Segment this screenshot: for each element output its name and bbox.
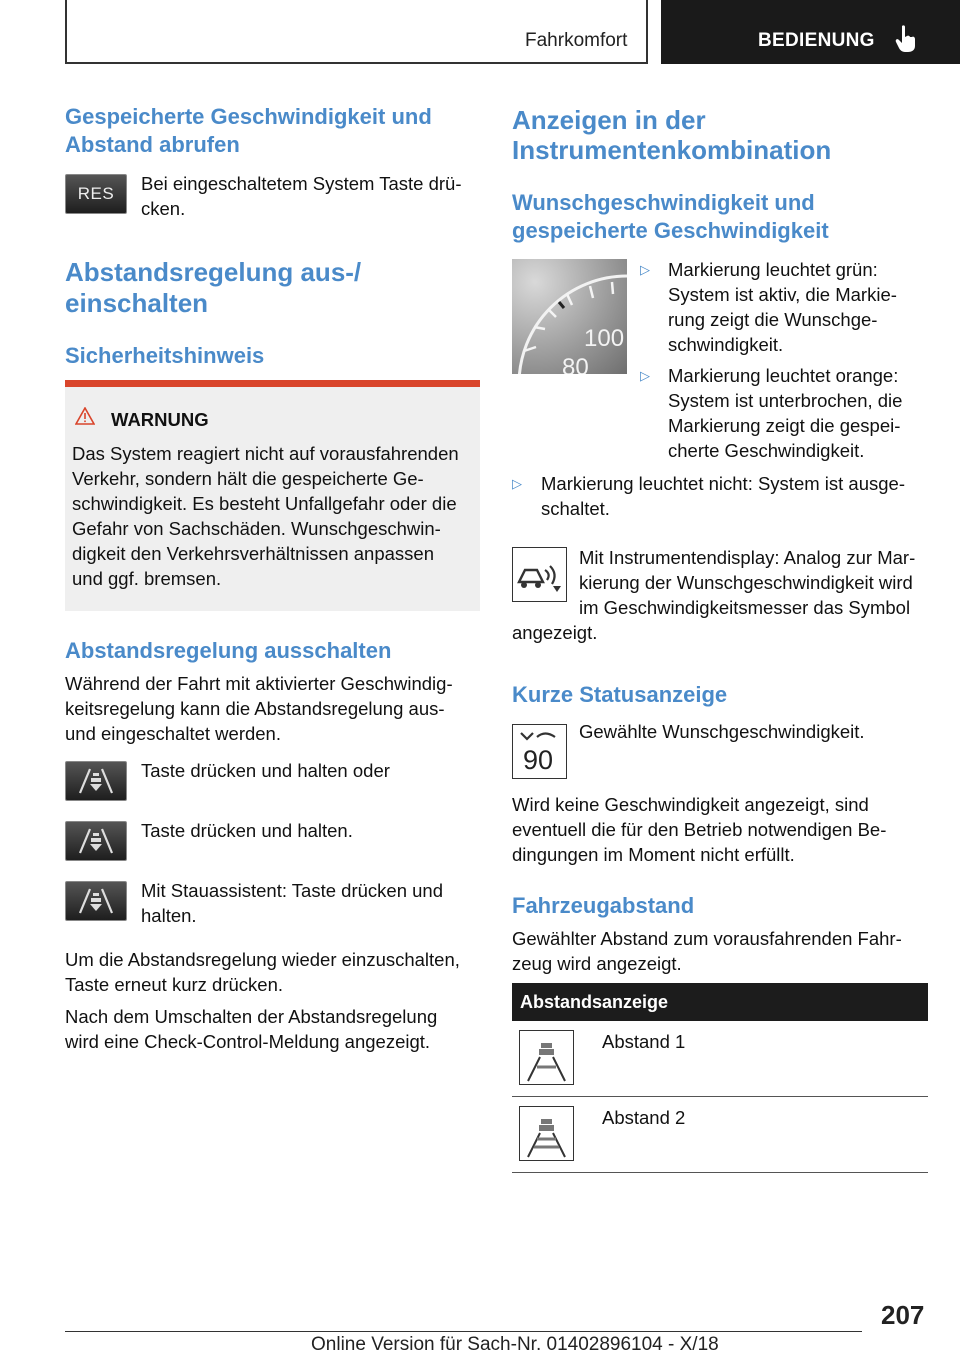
- heading-off: Abstandsregelung ausschalten: [65, 638, 392, 663]
- warning-title: WARNUNG: [111, 409, 209, 430]
- header-chapter-title: BEDIENUNG: [758, 30, 875, 51]
- bullet1-line-3: rung zeigt die Wunschge-: [668, 309, 878, 330]
- warning-line-4: Gefahr von Sachschäden. Wunschgeschwin-: [72, 518, 441, 539]
- instr-line-1: Mit Instrumentendisplay: Analog zur Mar-: [579, 547, 916, 568]
- warning-line-2: Verkehr, sondern hält die gespeicherte Ge-: [72, 468, 424, 489]
- hand-pointer-icon: [895, 24, 919, 54]
- off-para-line-3: und eingeschaltet werden.: [65, 723, 281, 744]
- distance-button-icon-2: [65, 821, 127, 861]
- distance-1-icon: [519, 1030, 574, 1085]
- distance-para-line-1: Gewählter Abstand zum vorausfahrenden Fahr-: [512, 928, 902, 949]
- header-section-title: Fahrkomfort: [525, 30, 628, 51]
- warning-triangle-icon: [75, 407, 95, 425]
- heading-display-line-1: Anzeigen in der: [512, 105, 706, 135]
- table-bottom-rule: [512, 1172, 928, 1173]
- distance-para-line-2: zeug wird angezeigt.: [512, 953, 682, 974]
- btn2-text: Taste drücken und halten.: [141, 820, 353, 841]
- heading-status: Kurze Statusanzeige: [512, 682, 728, 707]
- instr-line-4: angezeigt.: [512, 622, 598, 643]
- gauge-label-100: 100: [584, 325, 625, 352]
- res-button-icon: [65, 174, 127, 214]
- warning-line-6: und ggf. bremsen.: [72, 568, 222, 589]
- check-para-line-1: Nach dem Umschalten der Abstandsregelung: [65, 1006, 438, 1027]
- status-speed-icon: [512, 724, 567, 779]
- table-row-divider: [512, 1096, 928, 1097]
- status-text: Gewählte Wunschgeschwindigkeit.: [579, 721, 865, 742]
- heading-toggle-line-2: einschalten: [65, 288, 209, 318]
- distance-button-icon: [65, 761, 127, 801]
- heading-toggle-line-1: Abstandsregelung aus-/: [65, 257, 362, 287]
- warning-line-1: Das System reagiert nicht auf vorausfahrenden: [72, 443, 459, 464]
- bullet3-line-1: Markierung leuchtet nicht: System ist ausge-: [541, 473, 905, 494]
- bullet-triangle-icon: ▷: [640, 368, 650, 383]
- bullet2-line-4: cherte Geschwindigkeit.: [668, 440, 865, 461]
- warning-line-3: schwindigkeit. Es besteht Unfallgefahr oder die: [72, 493, 457, 514]
- distance-table-header: Abstandsanzeige: [512, 983, 928, 1021]
- instr-line-2: kierung der Wunschgeschwindigkeit wird: [579, 572, 913, 593]
- bullet-triangle-icon: ▷: [512, 476, 522, 491]
- bullet-triangle-icon: ▷: [640, 262, 650, 277]
- distance-button-icon-3: [65, 881, 127, 921]
- res-text-line-2: cken.: [141, 198, 186, 219]
- heading-recall: Gespeicherte Geschwindigkeit und Abstand abrufen: [65, 104, 432, 157]
- footer-rule: [65, 1331, 862, 1332]
- bullet1-line-2: System ist aktiv, die Markie-: [668, 284, 897, 305]
- gauge-label-80: 80: [562, 354, 589, 374]
- status-para-line-3: dingungen im Moment nicht erfüllt.: [512, 844, 795, 865]
- status-para-line-1: Wird keine Geschwindigkeit angezeigt, sind: [512, 794, 869, 815]
- off-para-line-1: Während der Fahrt mit aktivierter Geschwindig-: [65, 673, 453, 694]
- on-para-line-2: Taste erneut kurz drücken.: [65, 974, 283, 995]
- heading-distance: Fahrzeugabstand: [512, 893, 695, 918]
- heading-speed-line-1: Wunschgeschwindigkeit und: [512, 190, 815, 215]
- heading-safety: Sicherheitshinweis: [65, 343, 265, 368]
- res-text-line-1: Bei eingeschaltetem System Taste drü-: [141, 173, 462, 194]
- table-row-1-label: Abstand 1: [602, 1031, 686, 1052]
- warning-top-bar: [65, 380, 480, 387]
- heading-speed-line-2: gespeicherte Geschwindigkeit: [512, 218, 829, 243]
- btn3-text-line-2: halten.: [141, 905, 197, 926]
- on-para-line-1: Um die Abstandsregelung wieder einzuschalten,: [65, 949, 460, 970]
- status-speed-value: 90: [523, 745, 554, 775]
- distance-2-icon: [519, 1106, 574, 1161]
- off-para-line-2: keitsregelung kann die Abstandsregelung aus-: [65, 698, 445, 719]
- status-para-line-2: eventuell die für den Betrieb notwendigen Be-: [512, 819, 887, 840]
- instr-line-3: im Geschwindigkeitsmesser das Symbol: [579, 597, 911, 618]
- bullet2-line-1: Markierung leuchtet orange:: [668, 365, 899, 386]
- btn3-text-line-1: Mit Stauassistent: Taste drücken und: [141, 880, 443, 901]
- speedometer-picture: [512, 259, 627, 374]
- footer-online-version: Online Version für Sach-Nr. 01402896104 - X/18: [311, 1334, 719, 1355]
- bullet2-line-3: Markierung zeigt die gespei-: [668, 415, 901, 436]
- warning-line-5: digkeit den Verkehrsverhältnissen anpassen: [72, 543, 435, 564]
- heading-display-line-2: Instrumentenkombination: [512, 135, 832, 165]
- check-para-line-2: wird eine Check-Control-Meldung angezeigt.: [65, 1031, 431, 1052]
- page-number: 207: [881, 1300, 925, 1330]
- bullet2-line-2: System ist unterbrochen, die: [668, 390, 903, 411]
- res-button-label: RES: [77, 184, 115, 203]
- bullet1-line-4: schwindigkeit.: [668, 334, 784, 355]
- distance-control-symbol-icon: [512, 547, 567, 602]
- btn1-text: Taste drücken und halten oder: [141, 760, 390, 781]
- bullet3-line-2: schaltet.: [541, 498, 610, 519]
- table-row-2-label: Abstand 2: [602, 1107, 686, 1128]
- bullet1-line-1: Markierung leuchtet grün:: [668, 259, 878, 280]
